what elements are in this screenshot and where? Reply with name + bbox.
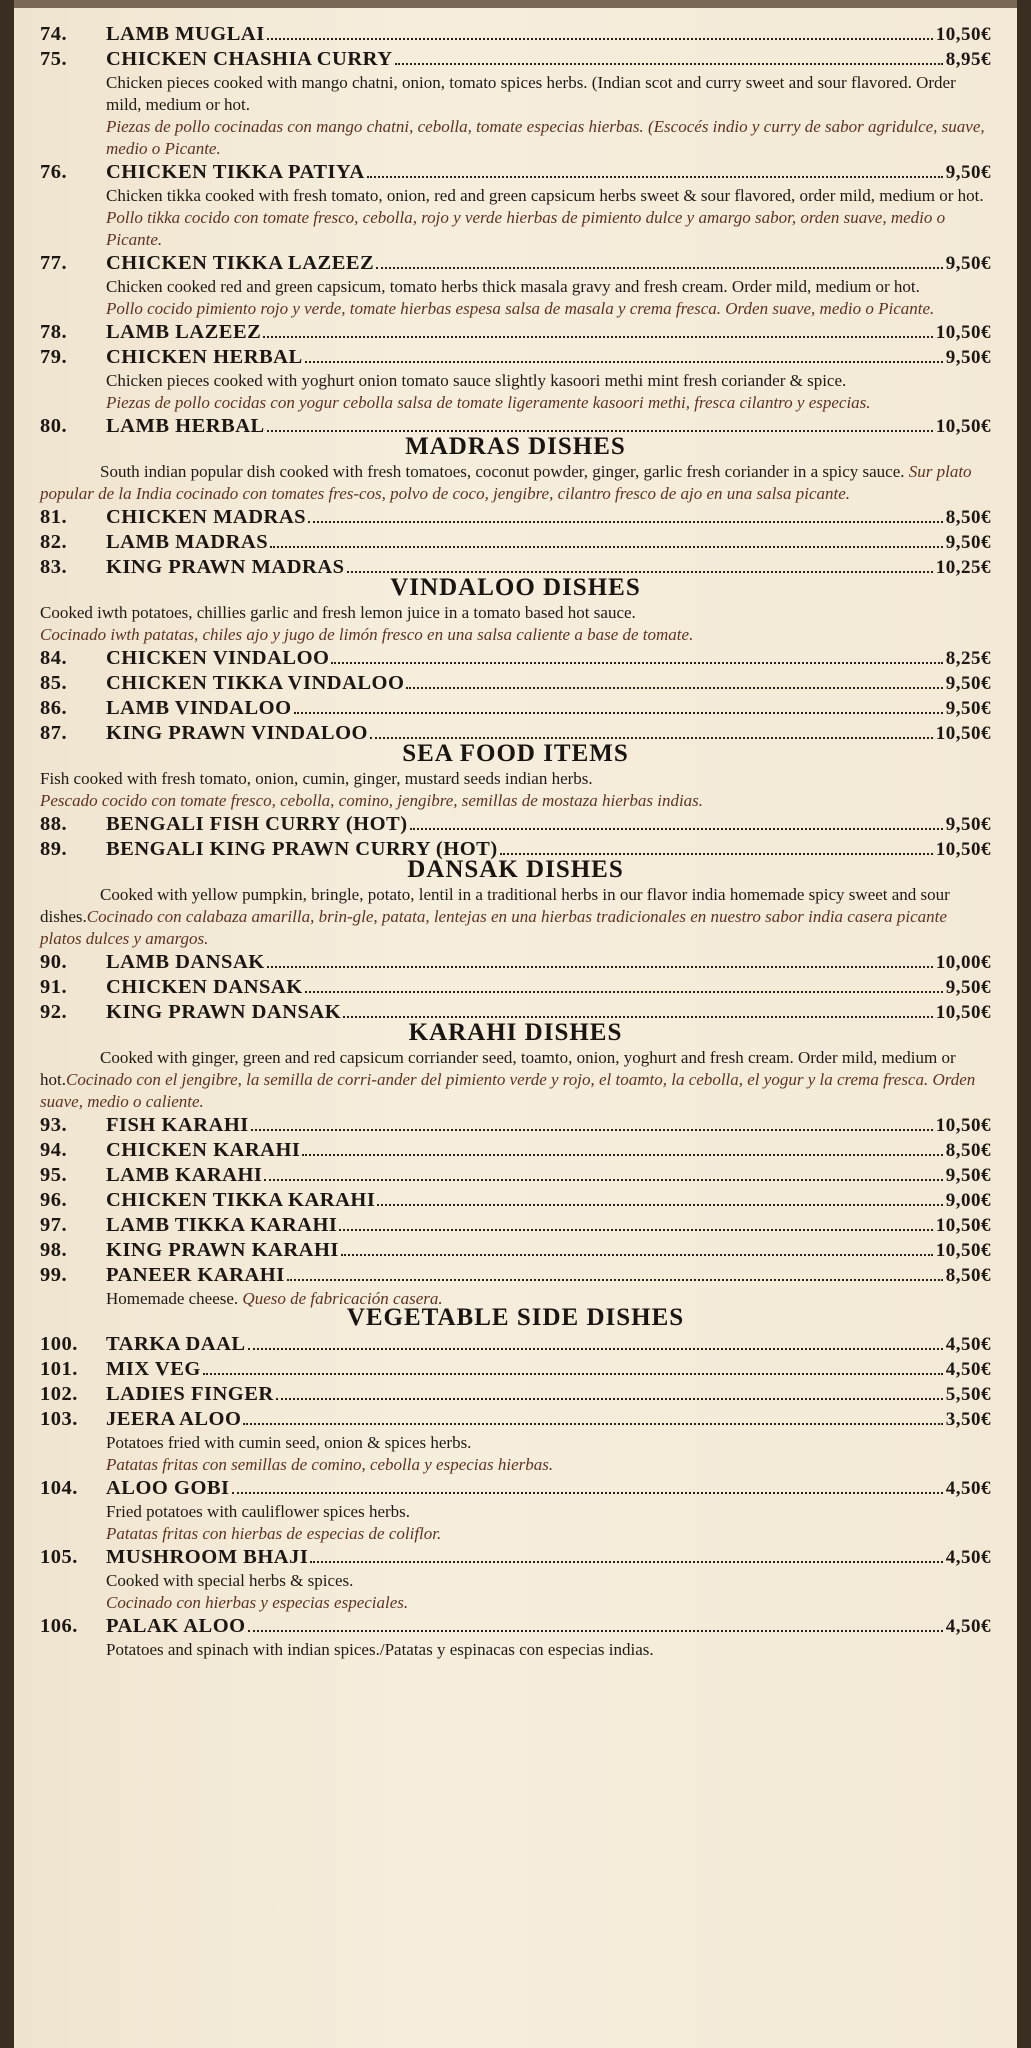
leader-dots — [331, 662, 942, 664]
item-number: 102. — [40, 1383, 78, 1405]
item-number: 83. — [40, 556, 68, 578]
item-description-en: Chicken tikka cooked with fresh tomato, onion, red and green capsicum herbs sweet & sour flavored, order mild, medium or hot. — [106, 186, 984, 205]
item-price: 9,50€ — [945, 532, 991, 553]
leader-dots — [410, 828, 943, 830]
leader-dots — [263, 336, 932, 338]
item-price: 9,50€ — [945, 698, 991, 719]
section-description — [40, 1047, 991, 1113]
item-name: LAMB LAZEEZ — [106, 321, 262, 343]
item-number: 99. — [40, 1264, 68, 1286]
leader-dots — [264, 1179, 942, 1181]
item-price: 10,50€ — [935, 416, 991, 437]
menu-item — [40, 320, 991, 345]
section-description-es: Cocinado iwth patatas, chiles ajo y jugo de limón fresco en una salsa caliente a base de tomate. — [40, 625, 694, 644]
item-name: LAMB VINDALOO — [106, 697, 292, 719]
leader-dots — [395, 63, 943, 65]
item-price: 10,50€ — [935, 1002, 991, 1023]
item-number: 92. — [40, 1001, 68, 1023]
section-vindaloo — [40, 574, 991, 746]
item-name: LAMB DANSAK — [106, 951, 265, 973]
leader-dots — [251, 1129, 933, 1131]
item-number: 93. — [40, 1114, 68, 1136]
item-number: 89. — [40, 838, 68, 860]
section-dansak — [40, 856, 991, 1025]
item-name: PANEER KARAHI — [106, 1264, 285, 1286]
item-number: 106. — [40, 1615, 78, 1637]
leader-dots — [267, 38, 933, 40]
item-name: MUSHROOM BHAJI — [106, 1546, 309, 1568]
item-price: 10,25€ — [935, 557, 991, 578]
item-name: CHICKEN TIKKA LAZEEZ — [106, 252, 375, 274]
item-number: 76. — [40, 161, 68, 183]
section-madras — [40, 433, 991, 580]
leader-dots — [341, 1254, 933, 1256]
section-seafood — [40, 740, 991, 862]
item-price: 9,50€ — [945, 162, 991, 183]
item-name: PALAK ALOO — [106, 1615, 246, 1637]
item-number: 98. — [40, 1239, 68, 1261]
menu-item — [40, 345, 991, 414]
item-name: CHICKEN HERBAL — [106, 346, 303, 368]
leader-dots — [339, 1229, 932, 1231]
item-number: 86. — [40, 697, 68, 719]
leader-dots — [376, 267, 943, 269]
item-price: 9,50€ — [945, 814, 991, 835]
section-description-en: Cooked with yellow pumpkin, bringle, potato, lentil in a traditional herbs in our flavor india homemade spicy sweet and sour dishes. — [40, 885, 950, 926]
item-price: 3,50€ — [945, 1409, 991, 1430]
item-description-en: Chicken pieces cooked with mango chatni, onion, tomato spices herbs. (Indian scot and curry sweet and sour flavored. Order mild, medium or hot. — [106, 73, 956, 114]
leader-dots — [308, 521, 943, 523]
item-name: MIX VEG — [106, 1358, 201, 1380]
leader-dots — [370, 737, 933, 739]
item-name: CHICKEN TIKKA PATIYA — [106, 161, 365, 183]
item-price: 8,50€ — [945, 507, 991, 528]
menu-item — [40, 1614, 991, 1661]
item-price: 10,50€ — [935, 1240, 991, 1261]
item-description-en: Potatoes and spinach with indian spices./Patatas y espinacas con especias indias. — [106, 1640, 654, 1659]
item-description-en: Chicken pieces cooked with yoghurt onion tomato sauce slightly kasoori methi mint fresh coriander & spice. — [106, 371, 847, 390]
item-price: 9,50€ — [945, 977, 991, 998]
item-name: KING PRAWN DANSAK — [106, 1001, 342, 1023]
leader-dots — [302, 1154, 942, 1156]
item-price: 8,25€ — [945, 648, 991, 669]
item-name: CHICKEN TIKKA KARAHI — [106, 1189, 376, 1211]
item-price: 4,50€ — [945, 1334, 991, 1355]
item-description-es: Piezas de pollo cocidas con yogur cebolla salsa de tomate ligeramente kasoori methi, fresca cilantro y especias. — [106, 393, 871, 412]
item-name: CHICKEN DANSAK — [106, 976, 303, 998]
item-number: 94. — [40, 1139, 68, 1161]
item-number: 103. — [40, 1408, 78, 1430]
leader-dots — [243, 1423, 942, 1425]
item-description-en: Homemade cheese. — [106, 1289, 239, 1308]
leader-dots — [267, 430, 933, 432]
item-description-en: Fried potatoes with cauliflower spices herbs. — [106, 1502, 411, 1521]
item-price: 4,50€ — [945, 1359, 991, 1380]
item-name: CHICKEN CHASHIA CURRY — [106, 48, 393, 70]
item-description-en: Chicken cooked red and green capsicum, tomato herbs thick masala gravy and fresh cream. Order mild, medium or hot. — [106, 277, 920, 296]
item-number: 96. — [40, 1189, 68, 1211]
item-price: 8,95€ — [945, 49, 991, 70]
item-number: 77. — [40, 252, 68, 274]
item-price: 10,50€ — [935, 723, 991, 744]
menu-item — [40, 160, 991, 251]
section-description-es: Cocinado con el jengibre, la semilla de corri-ander del pimiento verde y rojo, el toamto, la cebolla, el yogur y la crema fresca. Orden suave, medio o caliente. — [40, 1070, 976, 1111]
menu-item — [40, 414, 991, 439]
item-description-es: Pollo tikka cocido con tomate fresco, cebolla, rojo y verde hierbas de pimiento dulce y amargo sabor, orden suave, medio o Picante. — [106, 208, 946, 249]
item-name: LADIES FINGER — [106, 1383, 274, 1405]
item-number: 95. — [40, 1164, 68, 1186]
item-description-en: Potatoes fried with cumin seed, onion & spices herbs. — [106, 1433, 472, 1452]
item-price: 10,50€ — [935, 322, 991, 343]
item-name: LAMB KARAHI — [106, 1164, 263, 1186]
section-description-es: Sur plato popular de la India cocinado con tomates fres-cos, polvo de coco, jengibre, cilantro fresco de ajo en una salsa picante. — [40, 462, 972, 503]
item-price: 9,50€ — [945, 347, 991, 368]
item-number: 74. — [40, 23, 68, 45]
item-name: LAMB HERBAL — [106, 415, 265, 437]
item-price: 10,00€ — [935, 952, 991, 973]
item-number: 78. — [40, 321, 68, 343]
item-number: 80. — [40, 415, 68, 437]
item-description-es: Pollo cocido pimiento rojo y verde, tomate hierbas espesa salsa de masala y crema fresca. Orden suave, medio o Picante. — [106, 299, 935, 318]
item-description-es: Patatas fritas con semillas de comino, cebolla y especias hierbas. — [106, 1455, 554, 1474]
item-price: 10,50€ — [935, 1215, 991, 1236]
menu-page — [14, 0, 1017, 2048]
item-name: BENGALI KING PRAWN CURRY (HOT) — [106, 838, 498, 860]
section-description-es: Pescado cocido con tomate fresco, cebolla, comino, jengibre, semillas de mostaza hierbas indias. — [40, 791, 704, 810]
leader-dots — [343, 1016, 933, 1018]
item-description-es: Queso de fabricación casera. — [242, 1289, 443, 1308]
item-price: 9,00€ — [945, 1190, 991, 1211]
leader-dots — [248, 1348, 943, 1350]
leader-dots — [248, 1630, 943, 1632]
section-title: MADRAS DISHES — [405, 433, 626, 460]
top-items — [40, 22, 991, 439]
item-price: 10,50€ — [935, 839, 991, 860]
section-title: VEGETABLE SIDE DISHES — [346, 1304, 685, 1331]
item-name: KING PRAWN VINDALOO — [106, 722, 368, 744]
item-name: ALOO GOBI — [106, 1477, 230, 1499]
item-price: 5,50€ — [945, 1384, 991, 1405]
leader-dots — [310, 1561, 942, 1563]
section-description — [40, 461, 991, 505]
item-number: 91. — [40, 976, 68, 998]
item-number: 75. — [40, 48, 68, 70]
section-description-en: Cooked with ginger, green and red capsicum corriander seed, toamto, onion, yoghurt and fresh cream. Order mild, medium or hot. — [40, 1048, 956, 1089]
item-number: 105. — [40, 1546, 78, 1568]
item-name: LAMB MUGLAI — [106, 23, 265, 45]
leader-dots — [270, 546, 943, 548]
item-number: 101. — [40, 1358, 78, 1380]
item-name: BENGALI FISH CURRY (HOT) — [106, 813, 408, 835]
item-price: 4,50€ — [945, 1478, 991, 1499]
item-description-es: Piezas de pollo cocinadas con mango chatni, cebolla, tomate especias hierbas. (Escocés indio y curry de sabor agridulce, suave, medio o Picante. — [106, 117, 985, 158]
leader-dots — [276, 1398, 943, 1400]
item-number: 84. — [40, 647, 68, 669]
item-name: JEERA ALOO — [106, 1408, 242, 1430]
item-name: CHICKEN MADRAS — [106, 506, 307, 528]
item-name: CHICKEN VINDALOO — [106, 647, 330, 669]
item-number: 79. — [40, 346, 68, 368]
leader-dots — [500, 853, 933, 855]
item-price: 10,50€ — [935, 24, 991, 45]
menu-item — [40, 251, 991, 320]
leader-dots — [294, 712, 943, 714]
menu-item — [40, 1476, 991, 1545]
item-name: CHICKEN KARAHI — [106, 1139, 301, 1161]
item-number: 85. — [40, 672, 68, 694]
leader-dots — [267, 966, 933, 968]
section-title: VINDALOO DISHES — [390, 574, 641, 601]
leader-dots — [347, 571, 933, 573]
item-price: 8,50€ — [945, 1265, 991, 1286]
menu-item — [40, 1407, 991, 1476]
section-description-en: South indian popular dish cooked with fresh tomatoes, coconut powder, ginger, garlic fresh coriander in a spicy sauce. — [100, 462, 905, 481]
menu-item — [40, 47, 991, 160]
item-description-es: Cocinado con hierbas y especias especiales. — [106, 1593, 409, 1612]
item-number: 88. — [40, 813, 68, 835]
item-price: 4,50€ — [945, 1547, 991, 1568]
leader-dots — [377, 1204, 942, 1206]
section-description-es: Cocinado con calabaza amarilla, brin-gle, patata, lentejas en una hierbas tradicionales en nuestro sabor india casera picante platos dulces y amargos. — [40, 907, 947, 948]
menu-item — [40, 1545, 991, 1614]
item-name: LAMB MADRAS — [106, 531, 269, 553]
item-name: KING PRAWN MADRAS — [106, 556, 345, 578]
item-name: LAMB TIKKA KARAHI — [106, 1214, 338, 1236]
leader-dots — [287, 1279, 943, 1281]
section-karahi — [40, 1019, 991, 1310]
section-description-en: Cooked iwth potatoes, chillies garlic and fresh lemon juice in a tomato based hot sauce. — [40, 603, 636, 622]
item-number: 81. — [40, 506, 68, 528]
leader-dots — [203, 1373, 943, 1375]
item-number: 90. — [40, 951, 68, 973]
item-description-es: Patatas fritas con hierbas de especias de coliflor. — [106, 1524, 442, 1543]
item-name: CHICKEN TIKKA VINDALOO — [106, 672, 405, 694]
item-number: 87. — [40, 722, 68, 744]
item-number: 104. — [40, 1477, 78, 1499]
item-name: FISH KARAHI — [106, 1114, 249, 1136]
section-vegetable — [40, 1304, 991, 1661]
leader-dots — [305, 991, 943, 993]
item-number: 82. — [40, 531, 68, 553]
leader-dots — [232, 1492, 943, 1494]
item-price: 9,50€ — [945, 253, 991, 274]
item-price: 8,50€ — [945, 1140, 991, 1161]
leader-dots — [367, 176, 943, 178]
leader-dots — [406, 687, 942, 689]
menu-item — [40, 22, 991, 47]
section-title: SEA FOOD ITEMS — [402, 740, 629, 767]
section-title: DANSAK DISHES — [407, 856, 624, 883]
item-name: TARKA DAAL — [106, 1333, 246, 1355]
item-price: 4,50€ — [945, 1616, 991, 1637]
section-title: KARAHI DISHES — [408, 1019, 623, 1046]
item-description-en: Cooked with special herbs & spices. — [106, 1571, 354, 1590]
section-description-en: Fish cooked with fresh tomato, onion, cumin, ginger, mustard seeds indian herbs. — [40, 769, 593, 788]
item-number: 97. — [40, 1214, 68, 1236]
section-description — [40, 884, 991, 950]
item-price: 10,50€ — [935, 1115, 991, 1136]
item-price: 9,50€ — [945, 1165, 991, 1186]
item-name: KING PRAWN KARAHI — [106, 1239, 339, 1261]
item-number: 100. — [40, 1333, 78, 1355]
item-price: 9,50€ — [945, 673, 991, 694]
leader-dots — [305, 361, 943, 363]
